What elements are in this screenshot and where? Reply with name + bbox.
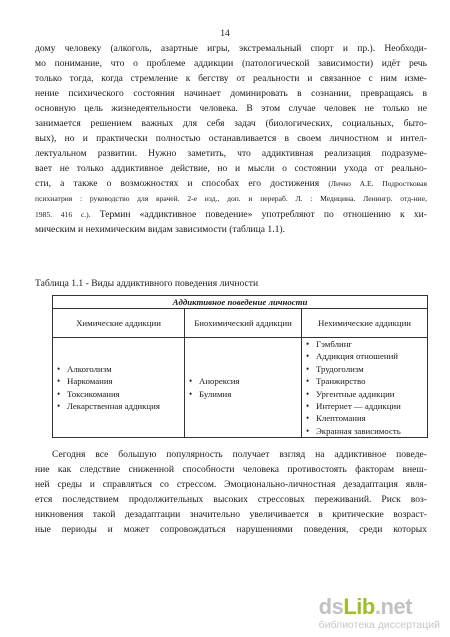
paragraph-2 <box>35 447 427 537</box>
text-line: мическим и нехимическим видам зависимости (таблица 1.1). <box>35 223 285 235</box>
table-heading: Аддиктивное поведение личности <box>53 296 428 309</box>
text-line: только тогда, когда стремление к бегству от реальности и связанное с ним изме- <box>35 73 427 85</box>
chemical-addictions-list <box>56 363 181 413</box>
text-line <box>35 207 427 222</box>
text-line: лектуальном развитии. Нужно заметить, что аддиктивная реализация подразуме- <box>35 148 427 160</box>
list-item: • Интернет — аддикции <box>305 400 424 412</box>
text-line <box>35 176 427 191</box>
text-line <box>35 191 427 206</box>
text-line: мо понимание, что о проблеме аддикции (патологической зависимости) идёт речь <box>35 58 427 70</box>
table-caption: Таблица 1.1 - Виды аддиктивного поведения личности <box>35 278 259 289</box>
text-line: нение психического состояния начинает доминировать в сознании, превращаясь в <box>35 88 427 100</box>
text-line: ней среды и справляться со стрессом. Эмоционально-личностная дезадаптация явля- <box>35 479 427 491</box>
list-item: • Анорексия <box>188 375 298 387</box>
list-item: • Трудоголизм <box>305 363 424 375</box>
citation-segment: 1985. 416 с.). <box>35 209 91 219</box>
watermark-subtitle: библиотека диссертаций <box>318 619 440 631</box>
list-item: • Алкоголизм <box>56 363 181 375</box>
citation-segment: психиатрия : руководство для врачей. 2-е изд., доп. и перераб. Л. : Медицина. Ленингр. отд-ние, <box>35 194 427 204</box>
list-item: • Лекарственная аддикция <box>56 400 181 412</box>
column-header-nonchemical: Нехимические аддикции <box>302 309 428 338</box>
list-item: • Булимия <box>188 388 298 400</box>
paragraph-1 <box>35 41 427 237</box>
biochemical-addictions-list <box>188 375 298 400</box>
text-segment: Термин «аддиктивное поведение» употребляют по отношению к хи- <box>99 208 427 220</box>
list-item: • Экранная зависимость <box>305 425 424 437</box>
nonchemical-addictions-cell <box>302 338 428 438</box>
text-line: никновения такой дезадаптации значительно увеличивается в критические возраст- <box>35 509 427 521</box>
text-line: вает не только аддиктивное действие, но и мысли о состоянии ухода от реально- <box>35 163 427 175</box>
text-line: ние как следствие сниженной способности человека противостоять факторам внеш- <box>35 464 427 476</box>
text-line: вых), но и практически полностью останавливается в своем личностном и интел- <box>35 133 427 145</box>
biochemical-addictions-cell <box>185 338 302 438</box>
text-line: основную цель жизнедеятельности человека. В этом случае человек не только не <box>35 103 427 115</box>
addiction-types-table <box>52 295 428 438</box>
text-line: ные периоды и может сопровождаться нарушениями поведения, среди которых <box>35 524 427 536</box>
list-item: • Ургентные аддикции <box>305 388 424 400</box>
list-item: • Токсикомания <box>56 388 181 400</box>
list-item: • Наркомания <box>56 375 181 387</box>
list-item: • Аддикция отношений <box>305 350 424 362</box>
list-item: • Гэмблинг <box>305 338 424 350</box>
text-line: занимается решением важных для себя задач (биологических, социальных, быто- <box>35 118 427 130</box>
text-line: ется последствием продолжительных высоких стрессовых переживаний. Риск воз- <box>35 494 427 506</box>
list-item: • Клептомания <box>305 412 424 424</box>
list-item: • Транжирство <box>305 375 424 387</box>
column-header-biochemical: Биохимический аддикции <box>185 309 302 338</box>
watermark-logo: dsLib.net <box>318 594 412 619</box>
text-line: дому человеку (алкоголь, азартные игры, экстремальный спорт и пр.). Необходи- <box>35 43 427 54</box>
dslib-watermark <box>319 595 440 631</box>
text-line: Сегодня все большую популярность получает взгляд на аддиктивное поведе- <box>52 449 427 460</box>
page-number: 14 <box>220 29 230 39</box>
column-header-chemical: Химические аддикции <box>53 309 185 338</box>
chemical-addictions-cell <box>53 338 185 438</box>
text-segment: сти, а также о возможностях и способах его достижения <box>35 178 320 190</box>
nonchemical-addictions-list <box>305 338 424 437</box>
citation-segment: (Личко А.Е. Подростковая <box>328 179 427 189</box>
